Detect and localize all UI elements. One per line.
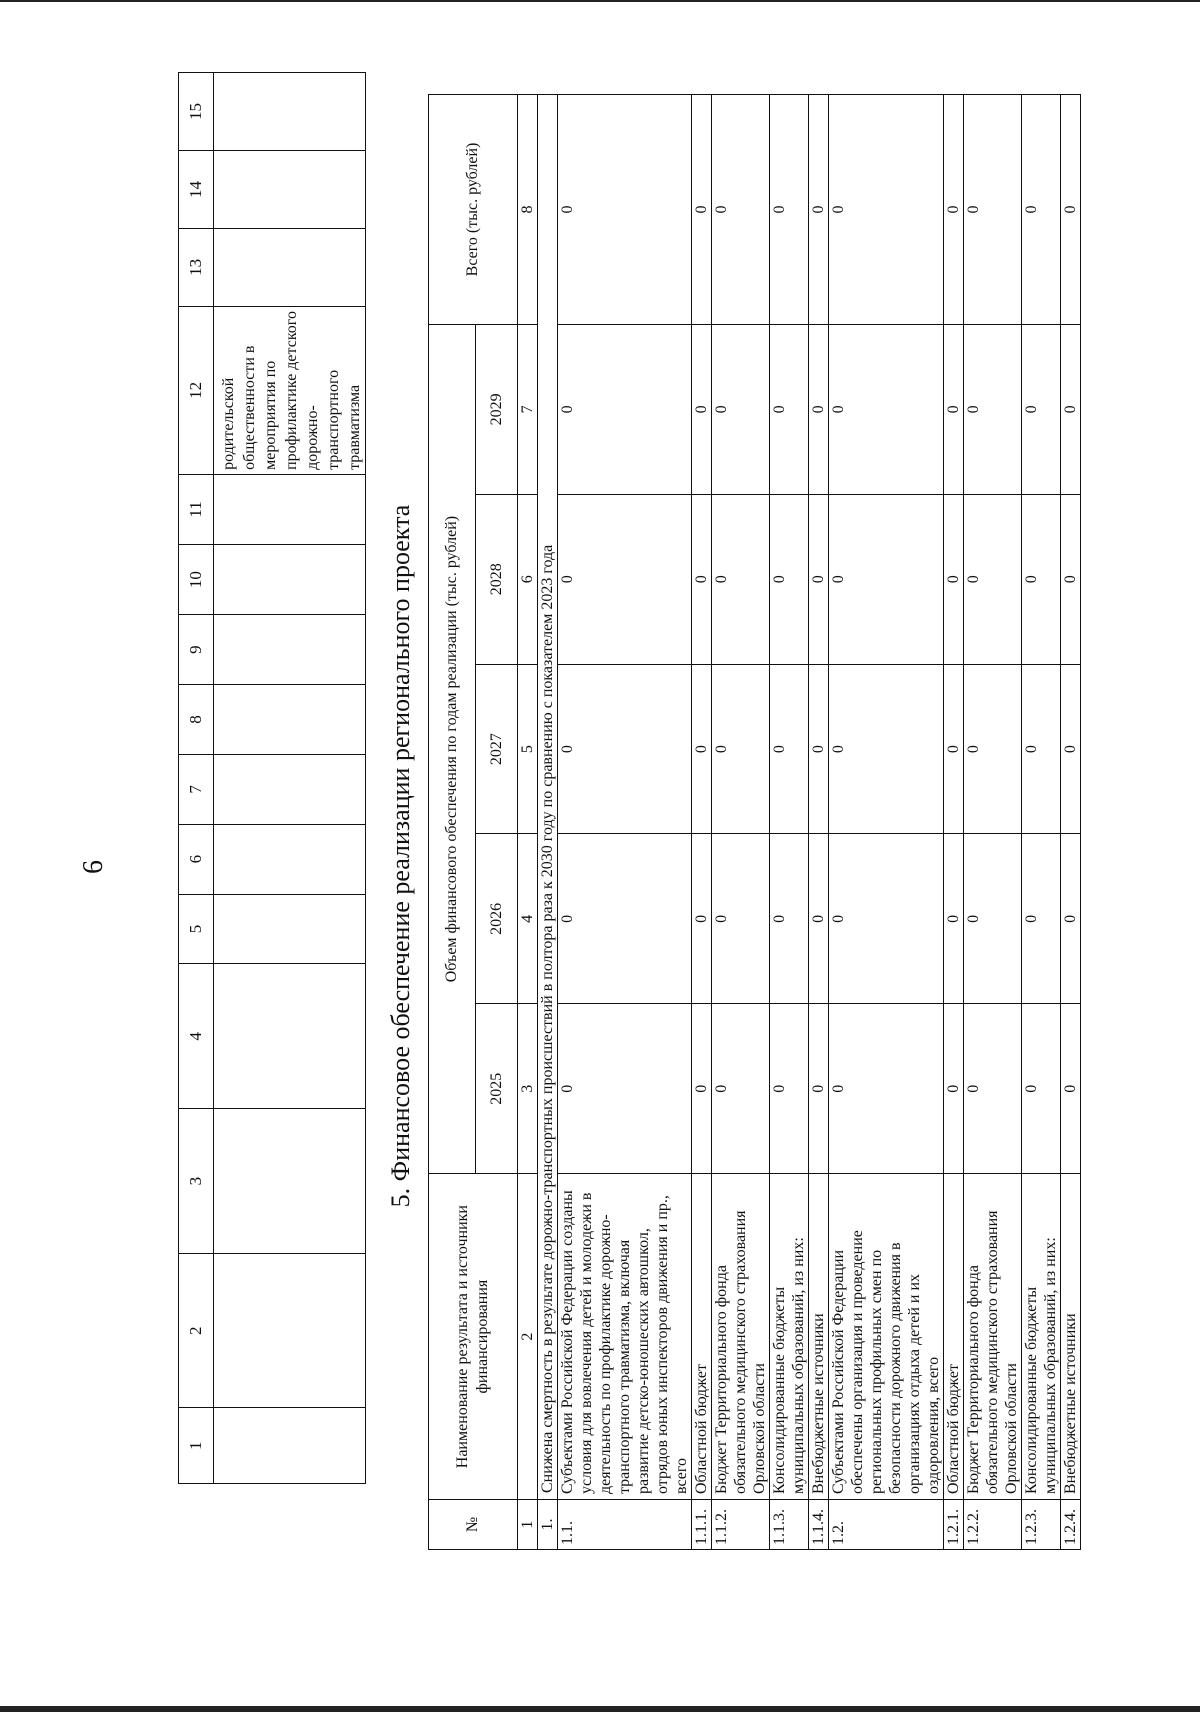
col-header: 2 bbox=[179, 1254, 214, 1408]
row-total: 0 bbox=[809, 95, 829, 325]
row-number: 1.1.1. bbox=[692, 1500, 712, 1550]
col-header: 5 bbox=[179, 894, 214, 964]
table-row bbox=[770, 95, 809, 1550]
col-header: 1 bbox=[179, 1408, 214, 1484]
row-value: 0 bbox=[944, 664, 964, 834]
row-value: 0 bbox=[1022, 494, 1061, 664]
row-value: 0 bbox=[770, 324, 809, 494]
row-value: 0 bbox=[692, 664, 712, 834]
row-name: Внебюджетные источники bbox=[809, 1174, 829, 1500]
year-header: 2028 bbox=[476, 494, 518, 664]
col-number: 3 bbox=[518, 1004, 538, 1174]
table-row bbox=[1061, 95, 1081, 1550]
col-header: 14 bbox=[179, 151, 214, 229]
continuation-table bbox=[178, 72, 366, 1484]
row-value: 0 bbox=[692, 494, 712, 664]
table-row bbox=[944, 95, 964, 1550]
row-name: Субъектами Российской Федерации обеспечены организация и проведение региональных профильных смен по безопасности дорожного движения в организациях отдыха детей и их оздоровления, всего bbox=[829, 1174, 944, 1500]
row-total: 0 bbox=[558, 95, 692, 325]
col-header: 11 bbox=[179, 474, 214, 544]
row-total: 0 bbox=[944, 95, 964, 325]
row-value: 0 bbox=[809, 664, 829, 834]
row-value: 0 bbox=[944, 1004, 964, 1174]
row-total: 0 bbox=[712, 95, 770, 325]
name-header: Наименование результата и источники финансирования bbox=[429, 1174, 518, 1500]
finance-rows bbox=[558, 95, 1081, 1550]
row-name: Субъектами Российской Федерации созданы условия для вовлечения детей и молодежи в деятельность по профилактике дорожно-транспортного травматизма, включая развитие детско-юношеских автошкол, отрядов юных инспекторов движения и пр., всего bbox=[558, 1174, 692, 1500]
row-name: Консолидированные бюджеты муниципальных образований, из них: bbox=[770, 1174, 809, 1500]
row-value: 0 bbox=[558, 494, 692, 664]
row-total: 0 bbox=[1061, 95, 1081, 325]
year-header: 2026 bbox=[476, 834, 518, 1004]
row-value: 0 bbox=[712, 494, 770, 664]
row-number: 1.2. bbox=[829, 1500, 944, 1550]
row-value: 0 bbox=[964, 494, 1022, 664]
row-total: 0 bbox=[964, 95, 1022, 325]
row-value: 0 bbox=[964, 664, 1022, 834]
row-name: Областной бюджет bbox=[944, 1174, 964, 1500]
row-name: Областной бюджет bbox=[692, 1174, 712, 1500]
col-header: 6 bbox=[179, 824, 214, 894]
row-value: 0 bbox=[809, 324, 829, 494]
num-header: № bbox=[429, 1500, 518, 1550]
goal-text: Снижена смертность в результате дорожно-транспортных происшествий в полтора раза к 2030 году по сравнению с показателем 2023 года bbox=[538, 95, 558, 1500]
row-value: 0 bbox=[712, 834, 770, 1004]
row-number: 1.2.3. bbox=[1022, 1500, 1061, 1550]
row-value: 0 bbox=[1022, 1004, 1061, 1174]
col-number: 2 bbox=[518, 1174, 538, 1500]
row-value: 0 bbox=[809, 1004, 829, 1174]
row-value: 0 bbox=[1061, 494, 1081, 664]
col-header: 9 bbox=[179, 615, 214, 685]
row-value: 0 bbox=[558, 834, 692, 1004]
row-value: 0 bbox=[809, 494, 829, 664]
finance-head-row-1 bbox=[429, 95, 476, 1550]
table-row bbox=[964, 95, 1022, 1550]
table-row bbox=[692, 95, 712, 1550]
goal-row bbox=[538, 95, 558, 1550]
page-number: 6 bbox=[78, 860, 109, 874]
section-title: 5. Финансовое обеспечение реализации регионального проекта bbox=[386, 504, 415, 1208]
row-value: 0 bbox=[1061, 324, 1081, 494]
row-number: 1.1.2. bbox=[712, 1500, 770, 1550]
row-value: 0 bbox=[829, 494, 944, 664]
col-header: 4 bbox=[179, 964, 214, 1109]
row-value: 0 bbox=[712, 664, 770, 834]
col-header: 13 bbox=[179, 228, 214, 306]
col-header: 10 bbox=[179, 545, 214, 615]
col-number: 8 bbox=[518, 95, 538, 325]
col-header: 8 bbox=[179, 685, 214, 755]
row-value: 0 bbox=[770, 494, 809, 664]
row-total: 0 bbox=[770, 95, 809, 325]
row-name: Бюджет Территориального фонда обязательного медицинского страхования Орловской области bbox=[964, 1174, 1022, 1500]
row-name: Внебюджетные источники bbox=[1061, 1174, 1081, 1500]
row-name: Консолидированные бюджеты муниципальных образований, из них: bbox=[1022, 1174, 1061, 1500]
finance-table bbox=[428, 94, 1081, 1550]
row-value: 0 bbox=[1061, 1004, 1081, 1174]
row-number: 1.2.1. bbox=[944, 1500, 964, 1550]
row-total: 0 bbox=[829, 95, 944, 325]
col-number: 5 bbox=[518, 664, 538, 834]
row-value: 0 bbox=[770, 834, 809, 1004]
row-value: 0 bbox=[809, 834, 829, 1004]
total-header: Всего (тыс. рублей) bbox=[429, 95, 518, 325]
row-name: Бюджет Территориального фонда обязательного медицинского страхования Орловской области bbox=[712, 1174, 770, 1500]
row-value: 0 bbox=[558, 324, 692, 494]
col-header: 15 bbox=[179, 73, 214, 151]
row-number: 1.2.4. bbox=[1061, 1500, 1081, 1550]
row-value: 0 bbox=[944, 494, 964, 664]
table-row bbox=[1022, 95, 1061, 1550]
row-value: 0 bbox=[964, 324, 1022, 494]
col-header: 7 bbox=[179, 754, 214, 824]
year-header: 2027 bbox=[476, 664, 518, 834]
year-header: 2025 bbox=[476, 1004, 518, 1174]
row-number: 1.1.3. bbox=[770, 1500, 809, 1550]
row-value: 0 bbox=[829, 834, 944, 1004]
continuation-header-row bbox=[179, 73, 214, 1484]
row-value: 0 bbox=[770, 664, 809, 834]
row-value: 0 bbox=[1022, 324, 1061, 494]
row-value: 0 bbox=[829, 664, 944, 834]
col-number: 4 bbox=[518, 834, 538, 1004]
row-value: 0 bbox=[1022, 834, 1061, 1004]
row-value: 0 bbox=[829, 324, 944, 494]
row-value: 0 bbox=[1061, 834, 1081, 1004]
col-number: 6 bbox=[518, 494, 538, 664]
row-value: 0 bbox=[712, 324, 770, 494]
volume-header: Объем финансового обеспечения по годам реализации (тыс. рублей) bbox=[429, 324, 476, 1173]
row-value: 0 bbox=[1061, 664, 1081, 834]
row-value: 0 bbox=[712, 1004, 770, 1174]
row-value: 0 bbox=[944, 324, 964, 494]
row-value: 0 bbox=[692, 834, 712, 1004]
row-value: 0 bbox=[770, 1004, 809, 1174]
row-value: 0 bbox=[558, 664, 692, 834]
row-value: 0 bbox=[558, 1004, 692, 1174]
row-value: 0 bbox=[944, 834, 964, 1004]
table-row bbox=[712, 95, 770, 1550]
row-value: 0 bbox=[692, 1004, 712, 1174]
row-value: 0 bbox=[692, 324, 712, 494]
row-number: 1.1.4. bbox=[809, 1500, 829, 1550]
row-value: 0 bbox=[964, 834, 1022, 1004]
row-value: 0 bbox=[1022, 664, 1061, 834]
continuation-row bbox=[214, 73, 366, 1484]
cell-text: родительской общественности в мероприятия по профилактике детского дорожно-транспортного травматизма bbox=[214, 306, 366, 474]
table-row bbox=[809, 95, 829, 1550]
row-number: 1.1. bbox=[558, 1500, 692, 1550]
row-total: 0 bbox=[692, 95, 712, 325]
col-number: 7 bbox=[518, 324, 538, 494]
table-row bbox=[829, 95, 944, 1550]
goal-number: 1. bbox=[538, 1500, 558, 1550]
row-value: 0 bbox=[964, 1004, 1022, 1174]
col-header: 3 bbox=[179, 1109, 214, 1254]
table-row bbox=[558, 95, 692, 1550]
row-number: 1.2.2. bbox=[964, 1500, 1022, 1550]
year-header: 2029 bbox=[476, 324, 518, 494]
row-total: 0 bbox=[1022, 95, 1061, 325]
col-header: 12 bbox=[179, 306, 214, 474]
column-number-row bbox=[518, 95, 538, 1550]
row-value: 0 bbox=[829, 1004, 944, 1174]
col-number: 1 bbox=[518, 1500, 538, 1550]
